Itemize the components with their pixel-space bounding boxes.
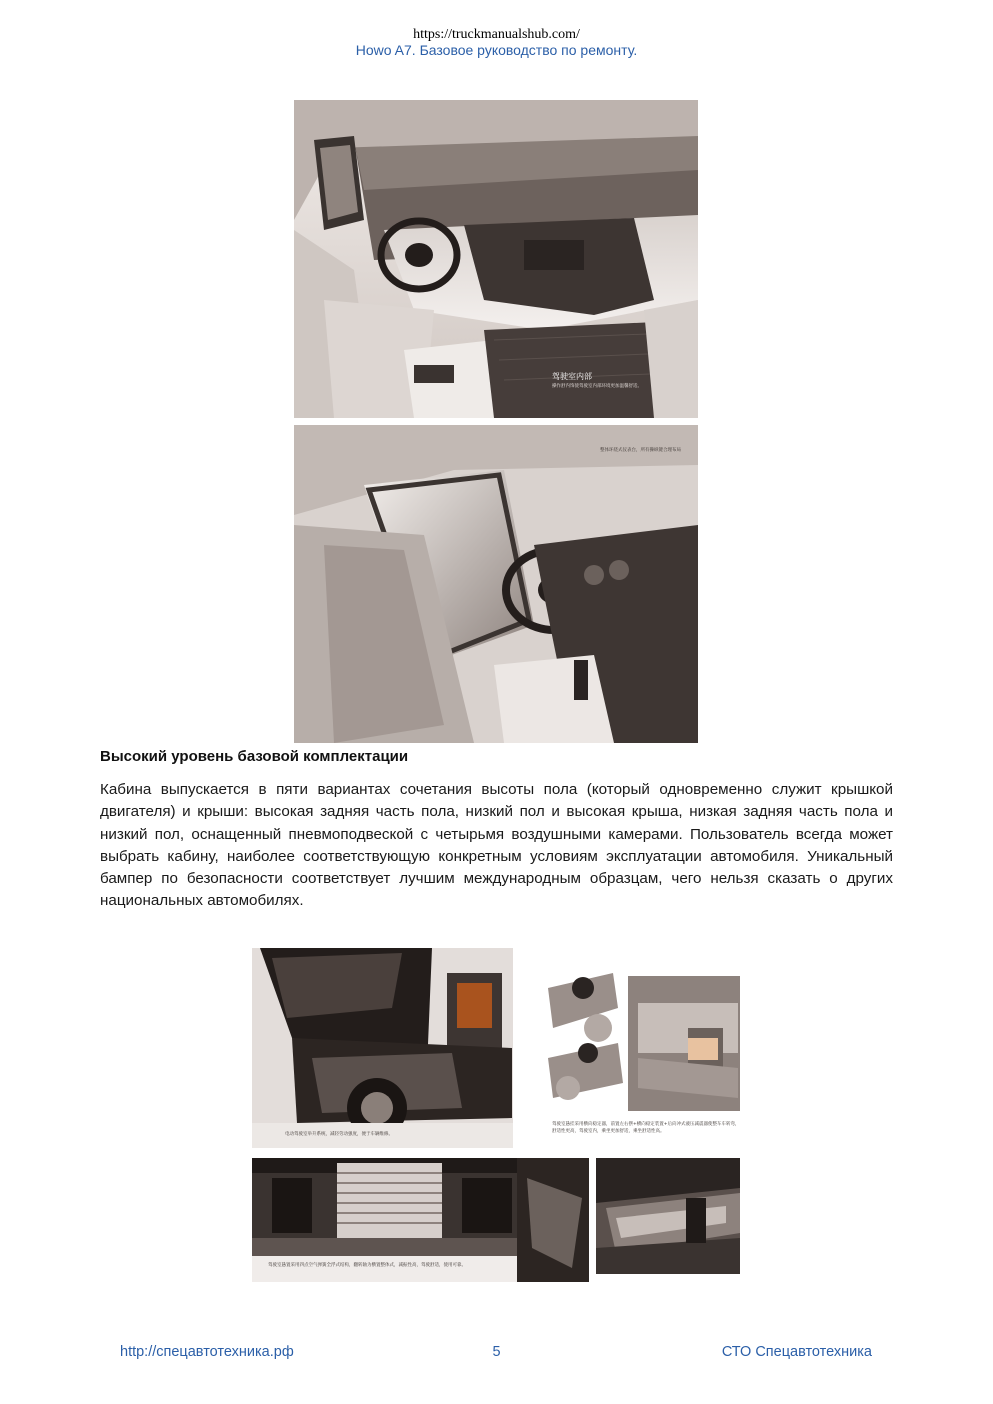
engine-access-photo: [252, 948, 513, 1148]
source-url[interactable]: https://truckmanualshub.com/: [413, 27, 580, 42]
section-heading: Высокий уровень базовой комплектации: [100, 748, 409, 765]
cab-interior-side-photo: [294, 425, 698, 743]
frame-detail-caption: 驾驶室悬置采用四点空气弹簧全浮式结构，翻转轴为横置整体式，减振性高，驾驶舒适，使用可靠。: [268, 1263, 466, 1268]
cab-interior-front-caption-text: 操作舒内饰使驾驶室内部环境更加温馨舒适。: [552, 384, 642, 389]
cab-interior-side-caption: 整体环绕式仪表台，所有操纵键合理布局: [600, 448, 681, 453]
frame-detail-photo: [596, 1158, 740, 1274]
cab-interior-front-photo: [294, 100, 698, 418]
page-number: 5: [492, 1344, 501, 1360]
suspension-diagram-caption: 驾驶室悬挂采用横向稳定器，前置左右摆+横向稳定装置+后向冲式液压减震器使整车车转弯，舒适性更高，驾驶室内，乘坐更加舒适，乘坐舒适性高。: [552, 1122, 740, 1134]
cab-interior-front-caption-title: 驾驶室内部: [552, 372, 592, 381]
document-title: Howo A7. Базовое руководство по ремонту.: [355, 42, 638, 58]
footer-website-link[interactable]: http://спецавтотехника.рф: [120, 1344, 294, 1360]
section-paragraph: Кабина выпускается в пяти вариантах сочетания высоты пола (который одновременно служит крышкой двигателя) и крыши: высокая задняя часть пола, низкий пол и высокая крыша, низкая задняя часть пола и низкий пол, оснащенный пневмоподвеской с четырьмя воздушными камерами. Пользователь всегда может выбрать кабину, наиболее соответствующую конкретным условиям эксплуатации автомобиля. Уникальный бампер по безопасности соответствует лучшим международным образцам, чего нельзя сказать о других национальных автомобилях.: [100, 781, 893, 910]
footer-company-name: СТО Спецавтотехника: [721, 1344, 872, 1360]
engine-access-caption: 电动驾驶室举升系统，减轻劳动强度，便于车辆维修。: [285, 1132, 393, 1137]
